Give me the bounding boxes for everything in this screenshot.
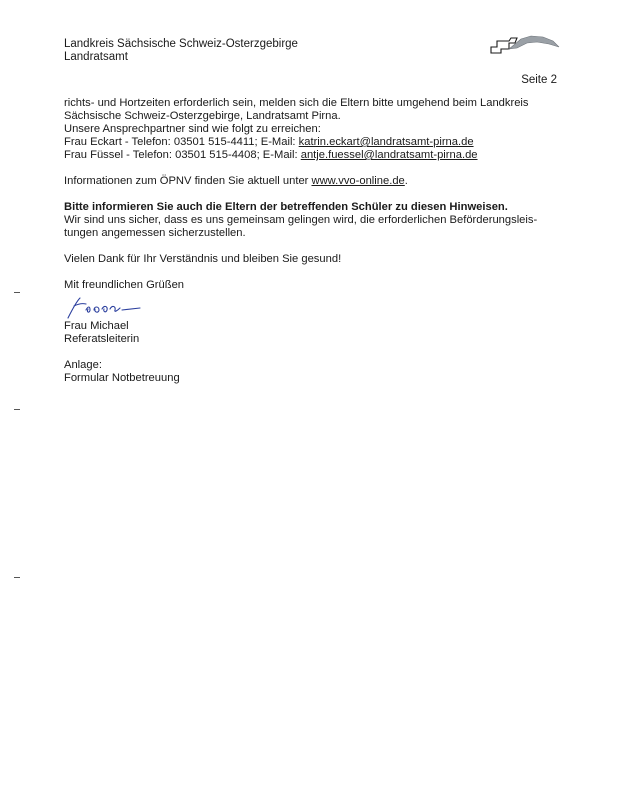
attachment-item: Formular Notbetreuung	[64, 372, 180, 384]
contact-line-eckart	[64, 136, 559, 149]
contact-details: Frau Füssel - Telefon: 03501 515-4408; E-Mail:	[64, 149, 301, 161]
paragraph-line: richts- und Hortzeiten erforderlich sein, melden sich die Eltern bitte umgehend beim Landkreis	[64, 97, 529, 109]
page-number: Seite 2	[521, 74, 557, 86]
letterhead-organization	[64, 38, 298, 64]
email-link-fuessel[interactable]: antje.fuessel@landratsamt-pirna.de	[300, 149, 478, 161]
email-link-eckart[interactable]: katrin.eckart@landratsamt-pirna.de	[298, 136, 474, 148]
opnv-info-line: Informationen zum ÖPNV finden Sie aktuell unter www.vvo-online.de.	[64, 175, 408, 187]
fold-mark	[14, 577, 20, 578]
contact-details: Frau Eckart - Telefon: 03501 515-4411; E-Mail:	[64, 136, 299, 148]
punch-mark	[14, 409, 20, 410]
thanks-line: Vielen Dank für Ihr Verständnis und bleiben Sie gesund!	[64, 253, 342, 265]
handwritten-signature	[64, 294, 148, 322]
paragraph-line: Sächsische Schweiz-Osterzgebirge, Landratsamt Pirna.	[64, 110, 341, 122]
attachment-label: Anlage:	[64, 359, 102, 371]
contact-line-fuessel	[64, 149, 559, 162]
letter-body	[64, 97, 559, 292]
greeting-line: Mit freundlichen Grüßen	[64, 279, 185, 291]
contacts-intro: Unsere Ansprechpartner sind wie folgt zu erreichen:	[64, 123, 321, 135]
landkreis-logo	[487, 33, 561, 55]
vvo-website-link[interactable]: www.vvo-online.de	[311, 175, 405, 187]
notice-bold: Bitte informieren Sie auch die Eltern der betreffenden Schüler zu diesen Hinweisen.	[64, 201, 508, 213]
assurance-line: tungen angemessen sicherzustellen.	[64, 227, 246, 239]
opnv-info-text: Informationen zum ÖPNV finden Sie aktuell unter	[64, 175, 312, 187]
closing-block	[64, 320, 180, 385]
fold-mark	[14, 292, 20, 293]
organization-department: Landratsamt	[64, 51, 128, 63]
signatory-name: Frau Michael	[64, 320, 129, 332]
organization-name: Landkreis Sächsische Schweiz-Osterzgebirge	[64, 38, 298, 50]
assurance-line: Wir sind uns sicher, dass es uns gemeinsam gelingen wird, die erforderlichen Beförderungsleis-	[64, 214, 538, 226]
signatory-title: Referatsleiterin	[64, 333, 140, 345]
